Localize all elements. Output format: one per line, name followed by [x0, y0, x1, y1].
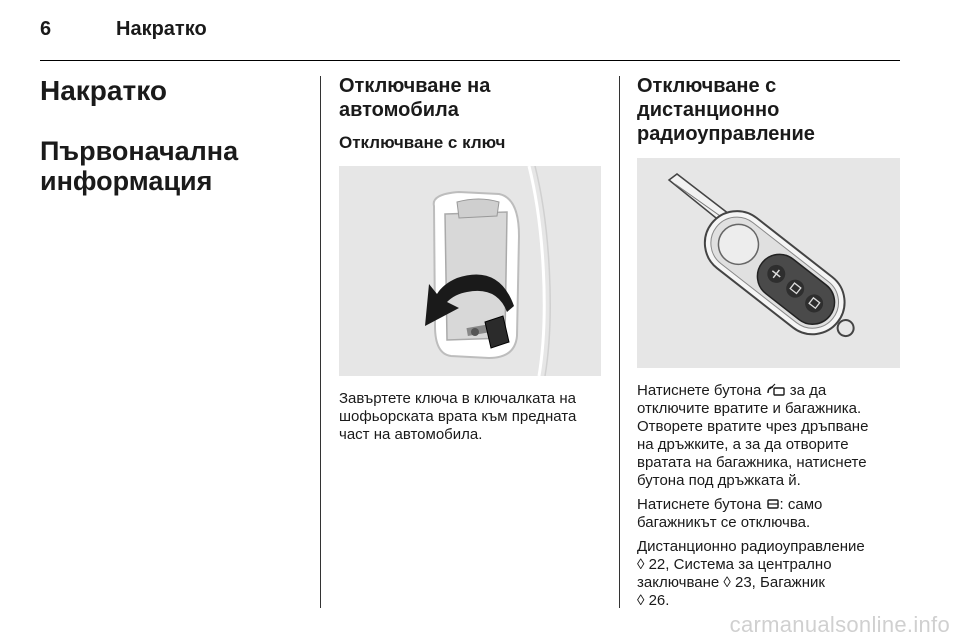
key-unlock-text — [339, 390, 603, 444]
text-segment[interactable]: 23, Багажник — [734, 574, 825, 591]
text-line — [637, 556, 900, 574]
running-title: Накратко — [116, 18, 207, 40]
right-column — [637, 74, 900, 610]
section-title — [40, 136, 302, 196]
text-line: багажникът се отключва. — [637, 514, 811, 531]
text-segment[interactable]: 26. — [648, 592, 670, 609]
text-line: Дистанционно радиоуправление — [637, 538, 865, 555]
text-segment: Натиснете бутона — [637, 496, 762, 513]
page-header — [40, 18, 900, 48]
door-lock-figure — [339, 166, 601, 376]
middle-column — [339, 74, 603, 444]
text-segment: заключване — [637, 574, 720, 591]
key-in-door-lock-icon — [339, 166, 601, 376]
remote-fob-figure — [637, 158, 900, 368]
cross-reference-icon: ◊ — [637, 556, 645, 573]
cross-reference-icon: ◊ — [637, 592, 645, 609]
text-line — [637, 574, 900, 592]
heading-line: автомобила — [339, 99, 459, 121]
column-divider — [619, 76, 620, 608]
text-segment: Натиснете бутона — [637, 382, 762, 399]
text-line: шофьорската врата към предната — [339, 408, 577, 425]
trunk-symbol-icon — [766, 497, 780, 511]
unlocking-heading — [339, 74, 603, 122]
text-line — [637, 592, 900, 610]
header-rule — [40, 60, 900, 61]
heading-line: радиоуправление — [637, 123, 815, 145]
chapter-title: Накратко — [40, 75, 167, 106]
watermark: carmanualsonline.info — [729, 612, 950, 637]
text-line: Завъртете ключа в ключалката на — [339, 390, 576, 407]
text-segment[interactable]: 22, Система за централно — [648, 556, 832, 573]
heading-line: Отключване на — [339, 75, 491, 97]
column-divider — [320, 76, 321, 608]
heading-line: Отключване с дистанционно — [637, 75, 780, 121]
text-segment: за да — [789, 382, 827, 399]
remote-unlock-heading — [637, 74, 900, 146]
left-column — [40, 74, 302, 196]
text-line: част на автомобила. — [339, 426, 483, 443]
text-line: Отворете вратите чрез дръпване — [637, 418, 869, 435]
section-title-line: информация — [40, 166, 213, 196]
text-line: вратата на багажника, натиснете — [637, 454, 867, 471]
text-line: на дръжките, а за да отворите — [637, 436, 849, 453]
text-line — [637, 496, 900, 514]
text-line: отключите вратите и багажника. — [637, 400, 862, 417]
remote-unlock-text — [637, 382, 900, 610]
cross-reference-icon: ◊ — [723, 574, 731, 591]
text-line — [637, 382, 900, 400]
remote-key-fob-icon — [637, 158, 900, 368]
text-line: бутона под дръжката й. — [637, 472, 801, 489]
unlock-symbol-icon — [766, 383, 786, 397]
key-unlock-subheading: Отключване с ключ — [339, 133, 506, 152]
text-segment: : само — [779, 496, 823, 513]
page-number: 6 — [40, 18, 52, 40]
section-title-line: Първоначална — [40, 136, 239, 166]
